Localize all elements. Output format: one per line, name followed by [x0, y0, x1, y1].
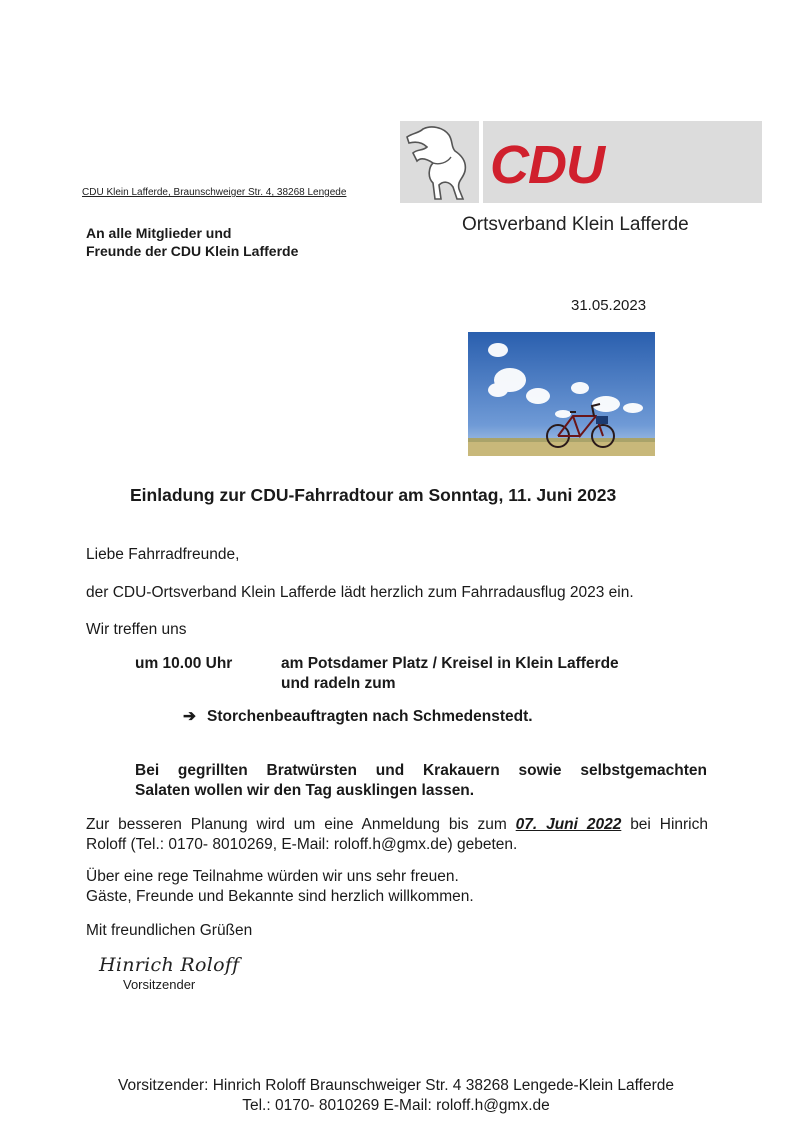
cdu-logo-text: CDU [490, 135, 604, 195]
recipient-block [86, 224, 298, 260]
invitation-headline: Einladung zur CDU-Fahrradtour am Sonntag, 11. Juni 2023 [130, 485, 617, 505]
registration-paragraph [86, 815, 708, 855]
food-line-1: Bei gegrillten Bratwürsten und Krakauern sowie selbstgemachten [135, 762, 707, 779]
ortsverband-title: Ortsverband Klein Lafferde [462, 214, 689, 235]
logo-divider [479, 121, 483, 203]
signature-role: Vorsitzender [123, 977, 196, 992]
footer-line-2: Tel.: 0170- 8010269 E-Mail: roloff.h@gmx.de [242, 1097, 550, 1114]
recipient-line-2: Freunde der CDU Klein Lafferde [86, 243, 299, 259]
arrow-right-icon: ➔ [183, 708, 196, 725]
registration-text-a: Zur besseren Planung wird um eine Anmeldung bis zum [86, 816, 507, 833]
footer-line-1: Vorsitzender: Hinrich Roloff Braunschweiger Str. 4 38268 Lengede-Klein Lafferde [117, 1077, 675, 1094]
destination-text: Storchenbeauftragten nach Schmedenstedt. [207, 708, 533, 725]
food-line-2: Salaten wollen wir den Tag ausklingen lassen. [135, 782, 475, 799]
horse-logo-icon [403, 123, 475, 201]
letter-date: 31.05.2023 [571, 297, 647, 314]
closing-paragraph [86, 867, 474, 907]
registration-deadline: 07. Juni 2022 [515, 816, 622, 833]
food-paragraph [135, 761, 707, 801]
closing-line-1: Über eine rege Teilnahme würden wir uns sehr freuen. [86, 868, 459, 885]
sender-address-line: CDU Klein Lafferde, Braunschweiger Str. 4, 38268 Lengede [82, 187, 347, 198]
registration-line-1 [86, 815, 708, 835]
regards: Mit freundlichen Grüßen [86, 922, 253, 939]
meeting-place [281, 654, 619, 694]
bicycle-photo [468, 332, 655, 456]
intro-paragraph: der CDU-Ortsverband Klein Lafferde lädt herzlich zum Fahrradausflug 2023 ein. [86, 584, 634, 601]
meeting-place-line-2: und radeln zum [281, 675, 396, 692]
registration-text-b: bei Hinrich [630, 816, 708, 833]
registration-line-2: Roloff (Tel.: 0170- 8010269, E-Mail: roloff.h@gmx.de) gebeten. [86, 836, 518, 853]
greeting: Liebe Fahrradfreunde, [86, 546, 240, 563]
recipient-line-1: An alle Mitglieder und [86, 225, 232, 241]
closing-line-2: Gäste, Freunde und Bekannte sind herzlich willkommen. [86, 888, 474, 905]
meeting-time: um 10.00 Uhr [135, 655, 233, 672]
meet-line: Wir treffen uns [86, 621, 187, 638]
handwritten-signature: Hinrich Roloff [99, 954, 240, 976]
destination-line [183, 707, 533, 727]
meeting-place-line-1: am Potsdamer Platz / Kreisel in Klein Lafferde [281, 655, 619, 672]
